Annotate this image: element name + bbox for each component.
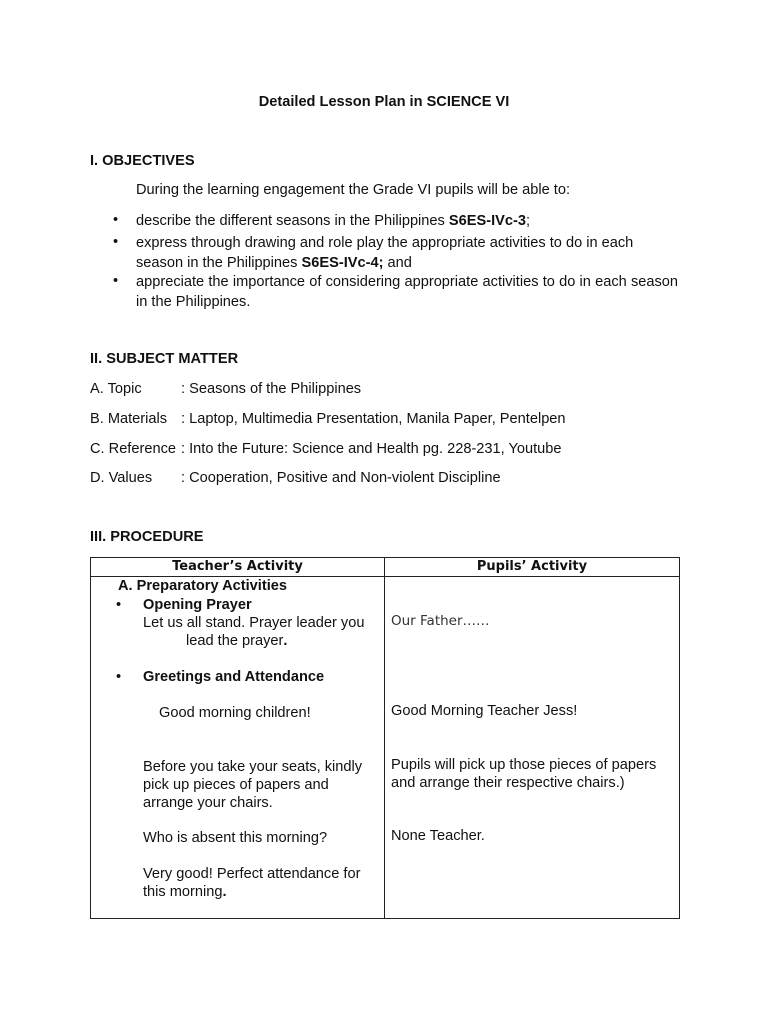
competency-code: S6ES-IVc-3 <box>448 213 526 229</box>
very-good-line1: Very good! Perfect attendance for <box>143 866 361 882</box>
reference-value: : Into the Future: Science and Health pg. 228-231, Youtube <box>181 441 562 457</box>
page-title: Detailed Lesson Plan in SCIENCE VI <box>258 94 510 110</box>
procedure-heading: III. PROCEDURE <box>90 529 204 545</box>
competency-code: S6ES-IVc-4; <box>301 254 384 271</box>
bullet-icon: • <box>113 212 119 228</box>
very-good-line2: this morning <box>143 884 223 900</box>
pupils-greeting: Good Morning Teacher Jess! <box>391 703 578 719</box>
procedure-table <box>90 557 680 919</box>
teacher-greeting: Good morning children! <box>159 705 311 721</box>
pupils-prayer: Our Father…… <box>391 613 490 629</box>
objective-text: appreciate the importance of considering appropriate activities to do in each season in the Philippines. <box>136 274 678 310</box>
reference-label: C. Reference <box>90 441 176 457</box>
objective-text: express through drawing and role play the appropriate activities to do in each season in the Philippines <box>136 235 634 271</box>
bullet-icon: • <box>113 273 119 289</box>
materials-label: B. Materials <box>90 411 168 427</box>
pupils-pick-up-line1: Pupils will pick up those pieces of papers <box>391 757 657 773</box>
objective-tail: and <box>383 254 412 271</box>
prayer-instruction-line2: lead the prayer <box>186 633 284 649</box>
pupils-absent-reply: None Teacher. <box>391 828 485 844</box>
seats-instruction-line2: pick up pieces of papers and <box>143 777 329 793</box>
pupils-activity-header: Pupils’ Activity <box>385 558 680 577</box>
teacher-activity-cell: A. Preparatory Activities • Opening Prayer Let us all stand. Prayer leader you lead the prayer. • Greetings and Attendance Good morning children! Before you take your seats, kindly pick up pieces of papers and arrange your chairs. Who is absent this morning? Very good! Perfect attendance for this morning. <box>91 577 385 919</box>
subject-matter-heading: II. SUBJECT MATTER <box>90 351 239 367</box>
bullet-icon: • <box>116 669 122 685</box>
pupils-activity-cell <box>385 577 680 919</box>
topic-label: A. Topic <box>90 381 142 397</box>
bullet-icon: • <box>116 597 122 613</box>
values-value: : Cooperation, Positive and Non-violent Discipline <box>181 470 501 486</box>
preparatory-activities-heading: A. Preparatory Activities <box>118 578 287 594</box>
bullet-icon: • <box>113 234 119 250</box>
materials-value: : Laptop, Multimedia Presentation, Manila Paper, Pentelpen <box>181 411 566 427</box>
greetings-heading: Greetings and Attendance <box>143 669 325 685</box>
values-label: D. Values <box>90 470 153 486</box>
objective-text: describe the different seasons in the Philippines <box>136 213 449 229</box>
opening-prayer-heading: Opening Prayer <box>143 597 252 613</box>
teacher-activity-header: Teacher’s Activity <box>91 558 385 577</box>
seats-instruction-line3: arrange your chairs. <box>143 795 273 811</box>
topic-value: : Seasons of the Philippines <box>181 381 362 397</box>
objectives-heading: I. OBJECTIVES <box>90 153 195 169</box>
pupils-pick-up-line2: and arrange their respective chairs.) <box>391 775 625 791</box>
prayer-instruction-line1: Let us all stand. Prayer leader you <box>143 615 365 631</box>
objective-tail: ; <box>525 213 531 229</box>
objectives-intro: During the learning engagement the Grade VI pupils will be able to: <box>136 182 571 198</box>
seats-instruction-line1: Before you take your seats, kindly <box>143 759 363 775</box>
absent-question: Who is absent this morning? <box>143 830 328 846</box>
